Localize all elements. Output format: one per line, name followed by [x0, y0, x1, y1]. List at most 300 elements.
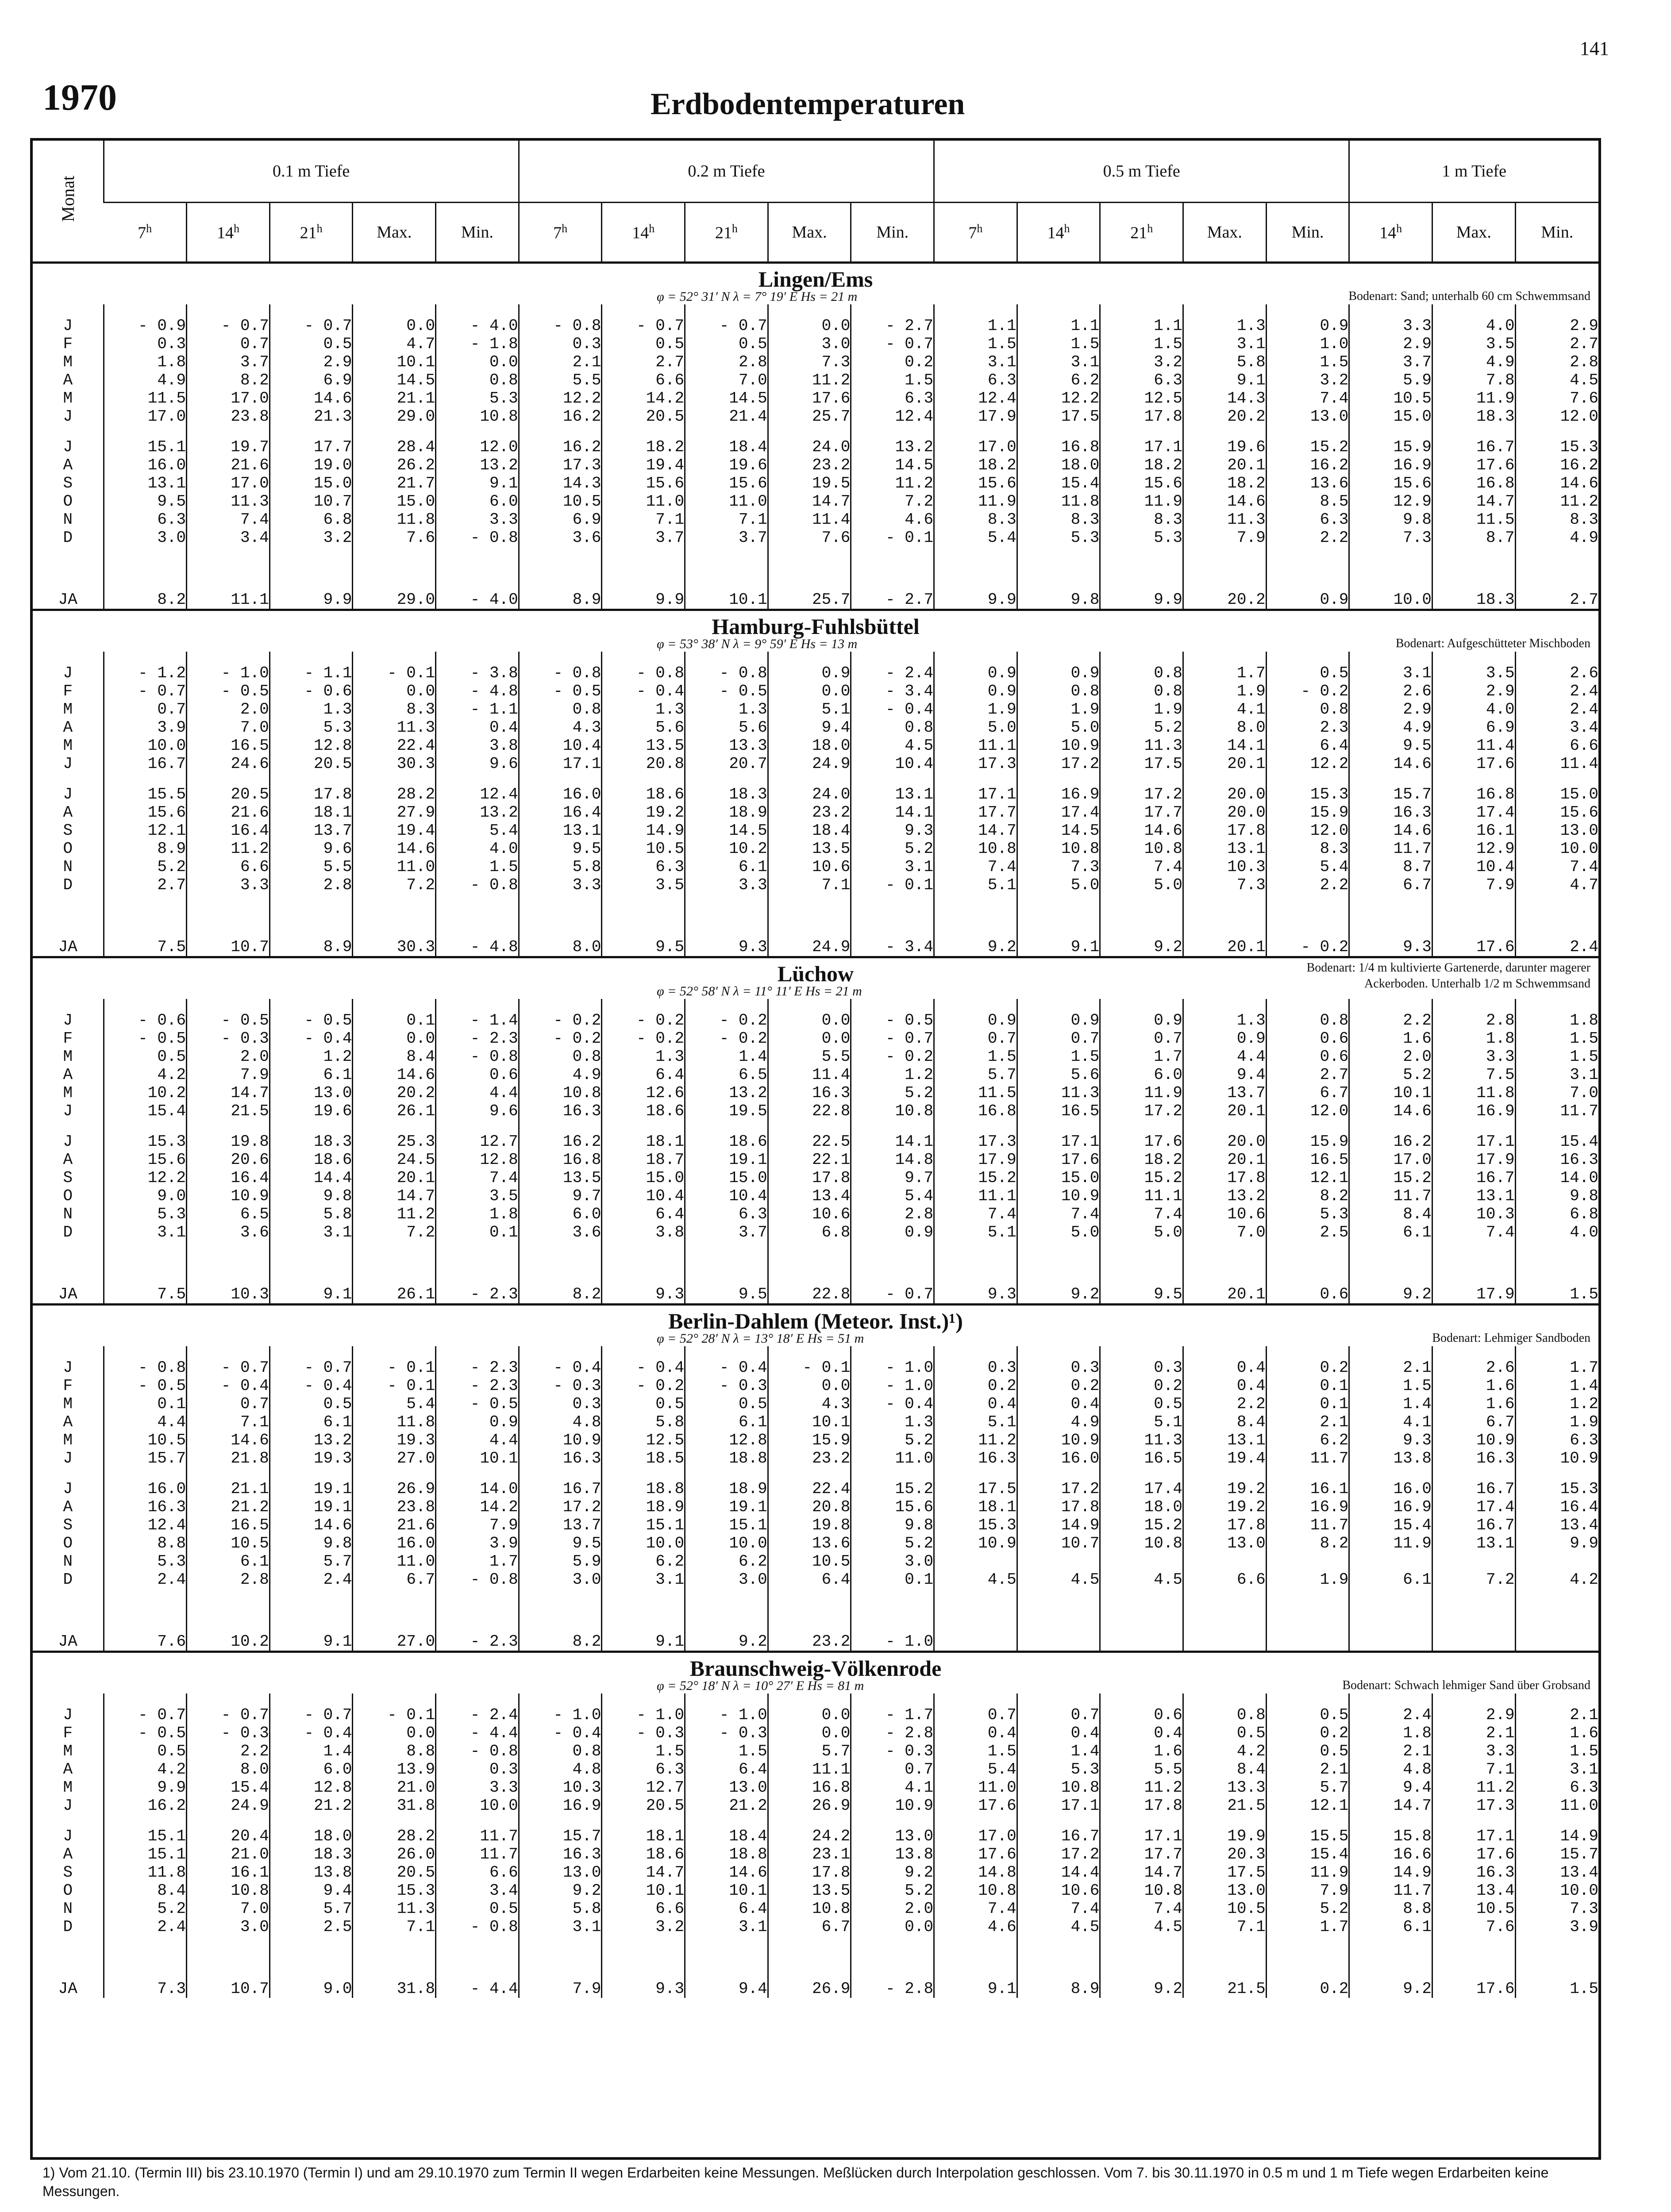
annual-row — [33, 1624, 1598, 1652]
temperature-cell: 0.1 — [436, 1223, 519, 1241]
temperature-cell: 5.4 — [934, 529, 1017, 547]
temperature-cell: 11.0 — [353, 858, 436, 876]
temperature-cell: - 0.1 — [851, 529, 934, 547]
temperature-cell: 7.4 — [1432, 1223, 1516, 1241]
temperature-cell: 12.0 — [1515, 407, 1598, 426]
spacer-cell — [353, 652, 436, 664]
temperature-cell: 19.5 — [685, 1102, 768, 1120]
spacer-cell — [33, 426, 104, 438]
spacer-cell — [104, 773, 187, 785]
spacer-cell — [1183, 652, 1267, 664]
temperature-cell: 7.6 — [1432, 1918, 1516, 1936]
temperature-cell: 12.1 — [104, 822, 187, 840]
temperature-cell: - 0.4 — [187, 1377, 270, 1395]
temperature-cell: 2.6 — [1432, 1359, 1516, 1377]
temperature-cell: 3.1 — [519, 1918, 602, 1936]
temperature-cell: 3.3 — [1432, 1048, 1516, 1066]
temperature-cell: 0.8 — [519, 1048, 602, 1066]
temperature-cell: 11.8 — [1432, 1084, 1516, 1102]
temperature-cell: 13.1 — [851, 785, 934, 803]
temperature-cell: 9.4 — [270, 1882, 353, 1900]
temperature-cell: 10.6 — [768, 1205, 851, 1223]
annual-value-cell: 9.2 — [934, 929, 1017, 957]
temperature-cell: 6.7 — [768, 1918, 851, 1936]
spacer-cell — [934, 652, 1017, 664]
temperature-cell: 16.3 — [934, 1449, 1017, 1467]
temperature-cell: 3.1 — [851, 858, 934, 876]
spacer-cell — [851, 773, 934, 785]
spacer-cell — [1017, 304, 1100, 317]
spacer-row — [33, 1815, 1598, 1827]
temperature-cell: 12.4 — [934, 389, 1017, 407]
temperature-cell: 1.6 — [1432, 1395, 1516, 1413]
spacer-cell — [685, 547, 768, 582]
temperature-cell: 13.4 — [1515, 1516, 1598, 1534]
annual-value-cell: 29.0 — [353, 582, 436, 610]
month-row — [33, 755, 1598, 773]
temperature-cell: 2.4 — [1515, 700, 1598, 718]
annual-value-cell — [934, 1624, 1017, 1652]
temperature-cell: 0.5 — [1100, 1395, 1183, 1413]
spacer-row — [33, 999, 1598, 1011]
temperature-cell: 16.9 — [1349, 1498, 1432, 1516]
spacer-cell — [270, 1120, 353, 1133]
temperature-cell: 16.4 — [519, 803, 602, 822]
temperature-cell: 11.3 — [353, 1900, 436, 1918]
spacer-cell — [1432, 999, 1516, 1011]
temperature-cell: 5.5 — [270, 858, 353, 876]
temperature-cell: 1.4 — [685, 1048, 768, 1066]
month-label: J — [63, 1359, 73, 1377]
temperature-cell: 0.5 — [104, 1742, 187, 1760]
spacer-cell — [436, 1589, 519, 1624]
temperature-cell: 18.0 — [270, 1827, 353, 1845]
temperature-cell: 7.0 — [187, 718, 270, 737]
temperature-cell: 15.6 — [1349, 474, 1432, 492]
spacer-cell — [685, 773, 768, 785]
temperature-cell: 3.6 — [519, 529, 602, 547]
temperature-cell: 18.9 — [602, 1498, 685, 1516]
temperature-cell: - 0.8 — [685, 664, 768, 682]
temperature-cell: 12.8 — [436, 1151, 519, 1169]
month-label: N — [63, 1205, 73, 1223]
temperature-cell: 16.3 — [768, 1084, 851, 1102]
spacer-cell — [934, 1589, 1017, 1624]
annual-value-cell: 9.2 — [1017, 1277, 1100, 1305]
spacer-cell — [519, 1346, 602, 1359]
temperature-cell: 15.2 — [1100, 1516, 1183, 1534]
column-header: 14$^h$ — [602, 203, 685, 263]
temperature-cell: 1.3 — [685, 700, 768, 718]
spacer-cell — [1432, 426, 1516, 438]
temperature-cell: 8.3 — [934, 511, 1017, 529]
temperature-cell: 11.9 — [1100, 1084, 1183, 1102]
temperature-cell: 13.3 — [1183, 1778, 1267, 1797]
temperature-cell: 4.5 — [1515, 371, 1598, 389]
temperature-cell: 18.6 — [602, 785, 685, 803]
month-label: M — [63, 389, 73, 407]
spacer-cell — [353, 426, 436, 438]
temperature-cell: 5.0 — [934, 718, 1017, 737]
temperature-cell: 13.6 — [1266, 474, 1349, 492]
temperature-cell: - 0.6 — [270, 682, 353, 700]
temperature-cell: 3.8 — [436, 737, 519, 755]
temperature-cell: 14.7 — [934, 822, 1017, 840]
temperature-cell: 0.5 — [270, 1395, 353, 1413]
month-label: N — [63, 1900, 73, 1918]
annual-value-cell: 17.6 — [1432, 1971, 1516, 1998]
spacer-cell — [768, 1467, 851, 1480]
month-label: S — [63, 474, 73, 492]
temperature-cell: - 0.2 — [519, 1029, 602, 1048]
spacer-cell — [519, 547, 602, 582]
temperature-cell: 5.3 — [1017, 529, 1100, 547]
spacer-cell — [187, 1120, 270, 1133]
temperature-cell: 15.0 — [1349, 407, 1432, 426]
temperature-cell: 6.0 — [1100, 1066, 1183, 1084]
spacer-cell — [1183, 773, 1267, 785]
temperature-cell: 5.7 — [270, 1552, 353, 1571]
temperature-cell: 18.6 — [602, 1845, 685, 1863]
temperature-cell: 2.4 — [270, 1571, 353, 1589]
temperature-cell: 17.0 — [934, 1827, 1017, 1845]
temperature-cell: 20.2 — [353, 1084, 436, 1102]
temperature-cell: 17.8 — [1100, 407, 1183, 426]
temperature-cell: 0.3 — [519, 335, 602, 353]
temperature-cell: 13.2 — [436, 456, 519, 474]
temperature-cell: 7.4 — [934, 1205, 1017, 1223]
temperature-cell: 6.1 — [685, 858, 768, 876]
temperature-cell: 21.0 — [353, 1778, 436, 1797]
temperature-cell: 20.5 — [602, 407, 685, 426]
spacer-cell — [1432, 1120, 1516, 1133]
temperature-cell: 15.4 — [1266, 1845, 1349, 1863]
temperature-cell: 0.9 — [1017, 1011, 1100, 1029]
temperature-cell: 10.9 — [1017, 1431, 1100, 1449]
temperature-cell: 1.5 — [934, 1048, 1017, 1066]
temperature-cell: 15.9 — [1349, 438, 1432, 456]
temperature-cell: 9.3 — [1349, 1431, 1432, 1449]
temperature-cell: 21.6 — [187, 803, 270, 822]
spacer-cell — [602, 1346, 685, 1359]
temperature-cell: 16.3 — [1349, 803, 1432, 822]
temperature-cell: 16.7 — [1432, 1480, 1516, 1498]
temperature-cell: 17.6 — [768, 389, 851, 407]
temperature-cell: 17.5 — [1100, 755, 1183, 773]
temperature-cell: 13.0 — [685, 1778, 768, 1797]
temperature-cell: 15.6 — [1515, 803, 1598, 822]
temperature-cell: 5.2 — [1349, 1066, 1432, 1084]
spacer-cell — [270, 1936, 353, 1971]
temperature-cell: 2.7 — [602, 353, 685, 371]
column-header: 7$^h$ — [934, 203, 1017, 263]
temperature-cell: 3.4 — [436, 1882, 519, 1900]
temperature-cell: 14.5 — [1017, 822, 1100, 840]
spacer-cell — [1349, 1589, 1432, 1624]
temperature-cell — [1515, 1552, 1598, 1571]
spacer-cell — [187, 547, 270, 582]
temperature-cell: 5.2 — [1100, 718, 1183, 737]
month-row — [33, 1151, 1598, 1169]
month-row — [33, 858, 1598, 876]
temperature-cell: 12.2 — [519, 389, 602, 407]
temperature-cell: 11.9 — [1266, 1863, 1349, 1882]
annual-value-cell: 9.1 — [270, 1624, 353, 1652]
spacer-cell — [436, 304, 519, 317]
temperature-cell: 15.1 — [685, 1516, 768, 1534]
temperature-cell: 3.1 — [602, 1571, 685, 1589]
column-header: 14$^h$ — [1017, 203, 1100, 263]
spacer-cell — [1100, 1694, 1183, 1706]
temperature-cell: 6.1 — [270, 1413, 353, 1431]
spacer-cell — [270, 1467, 353, 1480]
temperature-cell: 21.7 — [353, 474, 436, 492]
temperature-cell: 7.1 — [187, 1413, 270, 1431]
annual-value-cell: - 2.7 — [851, 582, 934, 610]
temperature-cell: 16.4 — [1515, 1498, 1598, 1516]
spacer-cell — [436, 773, 519, 785]
spacer-cell — [851, 304, 934, 317]
temperature-cell: 3.0 — [519, 1571, 602, 1589]
month-label: A — [63, 456, 73, 474]
temperature-cell: 0.0 — [768, 1377, 851, 1395]
temperature-cell: 15.6 — [1100, 474, 1183, 492]
temperature-cell: 4.4 — [104, 1413, 187, 1431]
temperature-cell: 4.7 — [1515, 876, 1598, 894]
spacer-cell — [1100, 1815, 1183, 1827]
temperature-cell: 0.4 — [1017, 1724, 1100, 1742]
temperature-cell: 4.0 — [436, 840, 519, 858]
temperature-cell: 15.7 — [104, 1449, 187, 1467]
spacer-cell — [104, 999, 187, 1011]
temperature-cell: 25.7 — [768, 407, 851, 426]
temperature-cell: 2.6 — [1349, 682, 1432, 700]
temperature-cell: 22.4 — [353, 737, 436, 755]
temperature-cell: 1.8 — [1432, 1029, 1516, 1048]
temperature-cell: 12.9 — [1432, 840, 1516, 858]
spacer-cell — [353, 773, 436, 785]
temperature-cell: 5.0 — [1017, 718, 1100, 737]
temperature-cell: 3.7 — [1349, 353, 1432, 371]
temperature-cell: 14.6 — [1515, 474, 1598, 492]
temperature-cell: 5.1 — [1100, 1413, 1183, 1431]
temperature-cell: 15.9 — [1266, 803, 1349, 822]
temperature-cell: 10.6 — [768, 858, 851, 876]
temperature-cell: 9.7 — [851, 1169, 934, 1187]
temperature-cell: 14.5 — [685, 389, 768, 407]
temperature-cell: - 2.4 — [851, 664, 934, 682]
temperature-cell: 0.7 — [1100, 1029, 1183, 1048]
spacer-cell — [187, 773, 270, 785]
station-header-cell — [33, 1652, 1598, 1694]
spacer-cell — [1183, 1467, 1267, 1480]
month-row — [33, 1066, 1598, 1084]
temperature-cell: 10.5 — [768, 1552, 851, 1571]
temperature-cell: 6.3 — [1515, 1778, 1598, 1797]
temperature-cell: 18.9 — [685, 803, 768, 822]
annual-value-cell: 22.8 — [768, 1277, 851, 1305]
temperature-cell: - 0.8 — [602, 664, 685, 682]
spacer-cell — [768, 1694, 851, 1706]
temperature-cell: 6.3 — [1100, 371, 1183, 389]
temperature-cell: 5.5 — [519, 371, 602, 389]
temperature-cell: 3.5 — [1432, 335, 1516, 353]
month-label: S — [63, 1863, 73, 1882]
temperature-cell: 8.3 — [1515, 511, 1598, 529]
temperature-cell: 16.3 — [519, 1449, 602, 1467]
month-row — [33, 822, 1598, 840]
annual-value-cell: 27.0 — [353, 1624, 436, 1652]
spacer-cell — [187, 894, 270, 929]
temperature-cell: 10.8 — [1017, 840, 1100, 858]
temperature-cell: 19.4 — [602, 456, 685, 474]
temperature-cell: 26.9 — [353, 1480, 436, 1498]
spacer-cell — [602, 1241, 685, 1277]
temperature-cell: 6.6 — [602, 1900, 685, 1918]
temperature-cell: 16.8 — [768, 1778, 851, 1797]
temperature-cell: 17.2 — [1017, 755, 1100, 773]
temperature-cell: 15.4 — [1349, 1516, 1432, 1534]
temperature-cell: 0.8 — [1100, 664, 1183, 682]
annual-value-cell: 9.8 — [1017, 582, 1100, 610]
temperature-cell: - 2.4 — [436, 1706, 519, 1724]
temperature-cell: 6.4 — [1266, 737, 1349, 755]
temperature-cell: 6.3 — [1266, 511, 1349, 529]
temperature-cell: 16.8 — [934, 1102, 1017, 1120]
spacer-cell — [1432, 547, 1516, 582]
temperature-cell: 12.2 — [1017, 389, 1100, 407]
temperature-cell: 10.1 — [436, 1449, 519, 1467]
spacer-cell — [1515, 1241, 1598, 1277]
temperature-cell: - 2.8 — [851, 1724, 934, 1742]
temperature-cell: 16.2 — [1515, 456, 1598, 474]
temperature-cell: 17.0 — [187, 389, 270, 407]
spacer-cell — [851, 547, 934, 582]
temperature-cell: 17.2 — [1100, 785, 1183, 803]
temperature-cell: 8.3 — [1017, 511, 1100, 529]
temperature-cell: 13.5 — [602, 737, 685, 755]
temperature-cell: - 0.1 — [353, 1706, 436, 1724]
temperature-cell: 16.0 — [104, 456, 187, 474]
temperature-cell: 16.6 — [1349, 1845, 1432, 1863]
annual-value-cell: - 4.4 — [436, 1971, 519, 1998]
temperature-cell: 19.6 — [1183, 438, 1267, 456]
temperature-cell: 4.5 — [934, 1571, 1017, 1589]
temperature-cell: 16.9 — [1017, 785, 1100, 803]
month-row — [33, 438, 1598, 456]
temperature-cell: 1.9 — [1100, 700, 1183, 718]
temperature-cell: 1.6 — [1100, 1742, 1183, 1760]
temperature-cell: 3.7 — [187, 353, 270, 371]
spacer-cell — [104, 304, 187, 317]
month-row — [33, 1449, 1598, 1467]
temperature-cell: 1.3 — [851, 1413, 934, 1431]
temperature-cell: 12.8 — [270, 1778, 353, 1797]
temperature-cell: 11.4 — [1432, 737, 1516, 755]
temperature-cell: 0.7 — [1017, 1706, 1100, 1724]
spacer-cell — [768, 304, 851, 317]
temperature-cell: 18.8 — [685, 1449, 768, 1467]
temperature-cell: 16.7 — [1432, 438, 1516, 456]
temperature-cell: 0.2 — [934, 1377, 1017, 1395]
temperature-cell: 20.4 — [187, 1827, 270, 1845]
annual-row — [33, 929, 1598, 957]
temperature-cell: 11.0 — [851, 1449, 934, 1467]
temperature-cell: 19.3 — [270, 1449, 353, 1467]
spacer-cell — [1515, 547, 1598, 582]
spacer-cell — [1515, 426, 1598, 438]
temperature-cell: 19.6 — [270, 1102, 353, 1120]
spacer-cell — [768, 652, 851, 664]
spacer-cell — [104, 1241, 187, 1277]
temperature-cell: 19.2 — [1183, 1498, 1267, 1516]
annual-value-cell: 9.5 — [1100, 1277, 1183, 1305]
temperature-cell: 10.8 — [934, 1882, 1017, 1900]
temperature-cell: - 0.7 — [270, 317, 353, 335]
temperature-cell: 13.1 — [1183, 1431, 1267, 1449]
temperature-cell: 13.8 — [270, 1863, 353, 1882]
temperature-cell: 13.2 — [270, 1431, 353, 1449]
temperature-cell: 7.5 — [1432, 1066, 1516, 1084]
temperature-cell: 10.1 — [685, 1882, 768, 1900]
temperature-cell: 13.0 — [1515, 822, 1598, 840]
temperature-cell: 3.3 — [685, 876, 768, 894]
temperature-cell: 13.7 — [519, 1516, 602, 1534]
temperature-cell: 7.1 — [768, 876, 851, 894]
spacer-cell — [104, 1467, 187, 1480]
temperature-cell: 3.1 — [270, 1223, 353, 1241]
temperature-cell: 7.4 — [1100, 858, 1183, 876]
month-row — [33, 407, 1598, 426]
temperature-cell: 2.8 — [187, 1571, 270, 1589]
temperature-cell: - 1.4 — [436, 1011, 519, 1029]
annual-value-cell: 9.2 — [1100, 929, 1183, 957]
annual-value-cell: 2.4 — [1515, 929, 1598, 957]
spacer-cell — [934, 1120, 1017, 1133]
temperature-cell: 24.0 — [768, 438, 851, 456]
spacer-cell — [1183, 304, 1267, 317]
temperature-cell: 1.2 — [851, 1066, 934, 1084]
temperature-cell: 1.2 — [270, 1048, 353, 1066]
temperature-cell: 14.6 — [685, 1863, 768, 1882]
temperature-cell: - 0.2 — [519, 1011, 602, 1029]
temperature-cell: 4.4 — [436, 1431, 519, 1449]
temperature-cell: 21.1 — [353, 389, 436, 407]
temperature-cell: 15.3 — [353, 1882, 436, 1900]
temperature-cell: 11.5 — [104, 389, 187, 407]
temperature-cell: 13.0 — [270, 1084, 353, 1102]
temperature-cell: 7.4 — [187, 511, 270, 529]
temperature-cell: 4.9 — [1349, 718, 1432, 737]
temperature-cell: 17.6 — [1432, 1845, 1516, 1863]
temperature-cell: 8.7 — [1432, 529, 1516, 547]
temperature-cell: 15.1 — [104, 1845, 187, 1863]
temperature-cell: 1.8 — [104, 353, 187, 371]
spacer-cell — [1266, 1815, 1349, 1827]
temperature-cell: 19.7 — [187, 438, 270, 456]
temperature-cell: 14.7 — [353, 1187, 436, 1205]
annual-value-cell: 9.0 — [270, 1971, 353, 1998]
month-label: F — [63, 1377, 73, 1395]
annual-value-cell: 24.9 — [768, 929, 851, 957]
temperature-cell: 0.0 — [768, 682, 851, 700]
temperature-cell: 19.4 — [1183, 1449, 1267, 1467]
annual-value-cell: 8.9 — [1017, 1971, 1100, 1998]
temperature-cell: 14.5 — [851, 456, 934, 474]
temperature-cell: 16.0 — [1017, 1449, 1100, 1467]
temperature-cell: 5.6 — [602, 718, 685, 737]
spacer-cell — [1349, 426, 1432, 438]
